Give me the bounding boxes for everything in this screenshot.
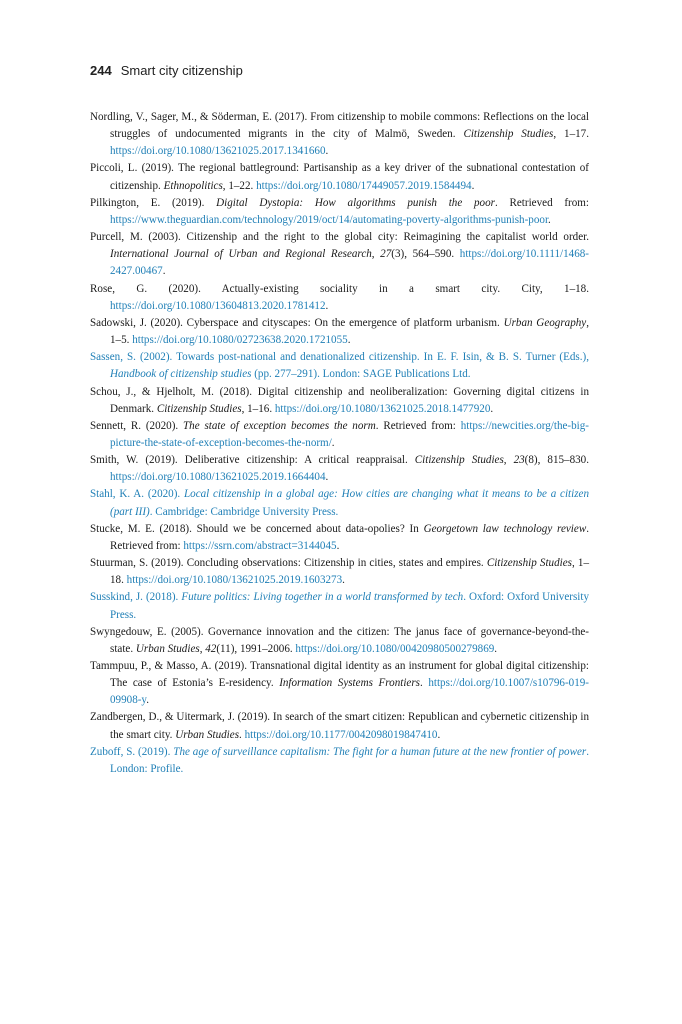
reference-text: , 1–22. xyxy=(222,179,257,192)
reference-text: Sennett, R. (2020). xyxy=(90,419,183,432)
reference-text: , 1–17. xyxy=(553,128,589,141)
reference-italic: Urban Geography xyxy=(503,316,587,329)
reference-list xyxy=(90,109,589,778)
reference-text: Zuboff, S. (2019). xyxy=(90,745,174,758)
reference-text: , 1–18. xyxy=(110,557,589,587)
reference-text: (11), 1991–2006. xyxy=(216,642,296,655)
reference-entry xyxy=(90,109,589,160)
reference-text: . xyxy=(239,728,245,741)
reference-text: Stahl, K. A. (2020). xyxy=(90,488,184,501)
reference-text: (3), 564–590. xyxy=(391,248,460,261)
reference-text: Zandbergen, D., & Uitermark, J. (2019). In search of the smart citizen: Republican and cybernetic citizenship in the smart city. xyxy=(90,711,589,741)
reference-entry xyxy=(90,555,589,589)
reference-italic: Digital Dystopia: How algorithms punish the poor xyxy=(216,196,495,209)
reference-text: . Oxford: Oxford University Press. xyxy=(110,591,590,621)
reference-italic: 42 xyxy=(205,642,217,655)
reference-entry xyxy=(90,384,589,418)
reference-text: . xyxy=(471,179,475,192)
reference-text: Schou, J., & Hjelholt, M. (2018). Digital citizenship and neoliberalization: Governing digital citizens in Denmark. xyxy=(90,385,589,415)
reference-text: . xyxy=(548,213,551,226)
reference-entry xyxy=(90,315,589,349)
reference-text: Sadowski, J. (2020). Cyberspace and cityscapes: On the emergence of platform urbanism. xyxy=(90,316,504,329)
reference-entry xyxy=(90,589,589,623)
reference-text: Pilkington, E. (2019). xyxy=(90,196,217,209)
running-title: Smart city citizenship xyxy=(120,63,243,78)
reference-link[interactable]: https://doi.org/10.1080/13621025.2019.1603273 xyxy=(126,574,343,587)
reference-text: . xyxy=(437,728,441,741)
reference-text: Sassen, S. (2002). Towards post-national and denationalized citizenship. In E. F. Isin, & B. S. Turner (Eds.), xyxy=(90,351,589,364)
reference-text: . Retrieved from: xyxy=(494,196,590,209)
reference-italic: 23 xyxy=(513,454,525,467)
reference-italic: Citizenship Studies xyxy=(414,454,504,467)
reference-text: . xyxy=(336,539,340,552)
reference-text: . London: Profile. xyxy=(110,745,589,775)
reference-link[interactable]: https://doi.org/10.1080/13621025.2019.1664404 xyxy=(110,471,326,484)
running-header xyxy=(90,63,243,78)
reference-link[interactable]: https://www.theguardian.com/technology/2019/oct/14/automating-poverty-algorithms-punish-poor xyxy=(110,213,549,226)
reference-italic: Handbook of citizenship studies xyxy=(110,368,252,381)
reference-link[interactable]: https://doi.org/10.1080/13604813.2020.1781412 xyxy=(110,299,326,312)
reference-entry xyxy=(90,160,589,194)
reference-entry xyxy=(90,658,589,709)
reference-italic: The age of surveillance capitalism: The fight for a human future at the new frontier of power xyxy=(173,745,587,758)
reference-link[interactable]: https://doi.org/10.1080/17449057.2019.1584494 xyxy=(256,179,472,192)
reference-link[interactable]: https://newcities.org/the-big-picture-the-state-of-exception-becomes-the-norm/ xyxy=(110,419,589,449)
reference-italic: Future politics: Living together in a world transformed by tech xyxy=(181,591,464,604)
reference-text: . xyxy=(419,677,429,690)
reference-text: (8), 815–830. xyxy=(524,454,590,467)
page-number: 244 xyxy=(90,63,112,78)
reference-text: Stucke, M. E. (2018). Should we be concerned about data-opolies? In xyxy=(90,522,424,535)
reference-entry xyxy=(90,452,589,486)
reference-italic: 27 xyxy=(380,248,392,261)
reference-text: Rose, G. (2020). Actually-existing sociality in a smart city. City, 1–18. xyxy=(90,282,589,295)
reference-link[interactable]: https://ssrn.com/abstract=3144045 xyxy=(183,539,337,552)
reference-italic: Citizenship Studies xyxy=(156,402,242,415)
reference-link[interactable]: https://doi.org/10.1111/1468-2427.00467 xyxy=(110,248,590,278)
reference-text: . xyxy=(146,694,150,707)
reference-entry xyxy=(90,709,589,743)
reference-link[interactable]: https://doi.org/10.1080/02723638.2020.1721055 xyxy=(132,334,348,347)
reference-text: . xyxy=(342,574,345,587)
reference-text: , xyxy=(371,248,381,261)
reference-text: Piccoli, L. (2019). The regional battleground: Partisanship as a key driver of the subnational contestation of citizenship. xyxy=(90,162,589,192)
reference-link[interactable]: https://doi.org/10.1080/00420980500279869 xyxy=(295,642,495,655)
reference-link[interactable]: https://doi.org/10.1080/13621025.2017.1341660 xyxy=(110,145,326,158)
reference-text: Swyngedouw, E. (2005). Governance innovation and the citizen: The janus face of governance-beyond-the-state. xyxy=(90,625,589,655)
reference-text: . Retrieved from: xyxy=(375,419,461,432)
reference-text: Nordling, V., Sager, M., & Söderman, E. (2017). From citizenship to mobile commons: Reflections on the local struggles of undocumented migrants in the city of Malmö, Sweden. xyxy=(90,111,589,141)
reference-text: . xyxy=(325,145,329,158)
reference-link[interactable]: https://doi.org/10.1007/s10796-019-09908-y xyxy=(110,677,590,707)
reference-text: . xyxy=(347,334,351,347)
reference-text: Purcell, M. (2003). Citizenship and the right to the global city: Reimagining the capitalist world order. xyxy=(90,231,589,244)
reference-entry xyxy=(90,418,589,452)
reference-italic: Local citizenship in a global age: How cities are changing what it means to be a citizen (part III) xyxy=(110,488,590,518)
reference-text: . xyxy=(325,471,329,484)
reference-entry xyxy=(90,486,589,520)
reference-entry xyxy=(90,521,589,555)
reference-text: , 1–16. xyxy=(241,402,275,415)
reference-text: , 1–5. xyxy=(110,316,590,347)
reference-link[interactable]: https://doi.org/10.1177/0042098019847410 xyxy=(244,728,438,741)
reference-italic: Urban Studies xyxy=(135,642,200,655)
reference-italic: Citizenship Studies xyxy=(463,128,554,141)
reference-text: . xyxy=(331,436,335,449)
reference-italic: Georgetown law technology review xyxy=(423,522,587,535)
reference-text: Smith, W. (2019). Deliberative citizenship: A critical reappraisal. xyxy=(90,454,415,467)
reference-text: . xyxy=(325,299,329,312)
reference-text: . xyxy=(490,402,494,415)
reference-italic: Ethnopolitics xyxy=(163,179,223,192)
reference-italic: Urban Studies xyxy=(175,728,240,741)
reference-entry xyxy=(90,281,589,315)
reference-text: . xyxy=(494,642,498,655)
reference-italic: Citizenship Studies xyxy=(486,557,572,570)
reference-italic: The state of exception becomes the norm xyxy=(183,419,376,432)
reference-text: Stuurman, S. (2019). Concluding observations: Citizenship in cities, states and empires. xyxy=(90,557,487,570)
reference-link[interactable]: https://doi.org/10.1080/13621025.2018.1477920 xyxy=(274,402,491,415)
reference-italic: Information Systems Frontiers xyxy=(279,677,420,690)
reference-text: . Retrieved from: xyxy=(110,522,589,552)
reference-text: (pp. 277–291). London: SAGE Publications Ltd. xyxy=(251,368,471,381)
reference-entry xyxy=(90,624,589,658)
reference-entry xyxy=(90,349,589,383)
reference-text: , xyxy=(199,642,206,655)
reference-text: . Cambridge: Cambridge University Press. xyxy=(149,505,339,518)
reference-text: . xyxy=(162,265,166,278)
reference-entry xyxy=(90,229,589,280)
reference-entry xyxy=(90,195,589,229)
reference-text: , xyxy=(503,454,514,467)
reference-italic: International Journal of Urban and Regional Research xyxy=(110,248,372,261)
reference-entry xyxy=(90,744,589,778)
reference-text: Susskind, J. (2018). xyxy=(90,591,182,604)
reference-text: Tammpuu, P., & Masso, A. (2019). Transnational digital identity as an instrument for global digital citizenship: The case of Estonia’s E-residency. xyxy=(90,660,589,690)
